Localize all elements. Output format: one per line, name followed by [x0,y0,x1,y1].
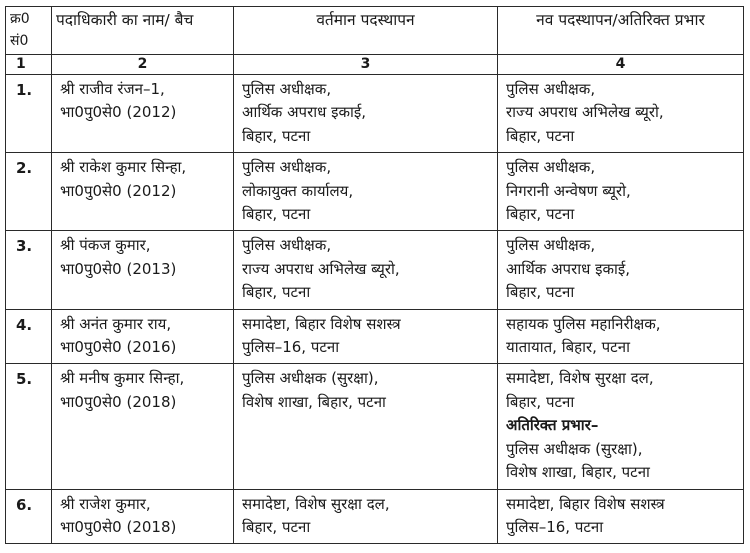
current-line: बिहार, पटना [242,205,311,224]
name-line: श्री राजेश कुमार, [60,494,151,513]
name-line: श्री पंकज कुमार, [60,236,151,255]
new-line: पुलिस अधीक्षक, [506,80,596,98]
table-row [6,75,744,153]
new-line: बिहार, पटना [506,126,575,145]
column-number: 1 [6,55,52,75]
current-line: बिहार, पटना [242,283,311,302]
current-line: समादेष्टा, विशेष सुरक्षा दल, [242,494,390,513]
serial-cell: 6. [6,489,52,544]
new-line: पुलिस–16, पटना [506,517,604,536]
current-line: समादेष्टा, बिहार विशेष सशस्त्र [242,314,401,333]
header-current-posting: वर्तमान पदस्थापन [234,7,498,55]
current-posting-cell [234,75,498,153]
name-line: श्री राकेश कुमार सिन्हा, [60,158,187,177]
name-cell [52,153,234,231]
table-row [6,364,744,489]
new-line: यातायात, बिहार, पटना [506,338,630,357]
batch-line: भा0पु0से0 (2018) [60,517,177,536]
new-posting-cell [498,231,744,309]
header-new-posting: नव पदस्थापन/अतिरिक्त प्रभार [498,7,744,55]
current-line: पुलिस–16, पटना [242,338,340,357]
serial-cell: 4. [6,309,52,364]
column-number: 4 [498,55,744,75]
new-posting-cell [498,489,744,544]
current-line: पुलिस अधीक्षक, [242,158,332,177]
name-cell [52,309,234,364]
table-row [6,153,744,231]
name-cell [52,364,234,489]
table-row [6,231,744,309]
new-posting-cell [498,309,744,364]
name-line: श्री मनीष कुमार सिन्हा, [60,369,185,388]
batch-line: भा0पु0से0 (2012) [60,181,177,200]
current-line: बिहार, पटना [242,126,311,145]
current-line: विशेष शाखा, बिहार, पटना [242,392,386,411]
current-posting-cell [234,309,498,364]
new-line: सहायक पुलिस महानिरीक्षक, [506,314,661,333]
current-line: राज्य अपराध अभिलेख ब्यूरो, [242,259,400,278]
new-line: बिहार, पटना [506,283,575,302]
table-row [6,309,744,364]
column-number: 3 [234,55,498,75]
name-cell [52,489,234,544]
new-line: निगरानी अन्वेषण ब्यूरो, [506,181,631,200]
batch-line: भा0पु0से0 (2013) [60,259,177,278]
serial-cell: 2. [6,153,52,231]
new-line: समादेष्टा, बिहार विशेष सशस्त्र [506,494,665,513]
current-line: लोकायुक्त कार्यालय, [242,181,354,200]
header-name-batch: पदाधिकारी का नाम/ बैच [52,7,234,55]
current-line: पुलिस अधीक्षक (सुरक्षा), [242,369,379,388]
current-posting-cell [234,489,498,544]
column-number-row [6,55,744,75]
current-posting-cell [234,153,498,231]
new-line: समादेष्टा, विशेष सुरक्षा दल, [506,369,654,388]
name-cell [52,75,234,153]
additional-charge-label: अतिरिक्त प्रभार– [506,416,599,435]
serial-cell: 1. [6,75,52,153]
new-line: राज्य अपराध अभिलेख ब्यूरो, [506,103,664,122]
header-serial: क्र0 सं0 [6,7,52,55]
serial-cell: 5. [6,364,52,489]
new-line: पुलिस अधीक्षक, [506,236,596,255]
new-posting-cell [498,153,744,231]
additional-charge-line: विशेष शाखा, बिहार, पटना [506,463,650,482]
current-posting-cell [234,364,498,489]
serial-cell: 3. [6,231,52,309]
name-line: श्री राजीव रंजन–1, [60,80,165,98]
name-line: श्री अनंत कुमार राय, [60,314,172,333]
new-line: आर्थिक अपराध इकाई, [506,259,630,278]
new-posting-cell [498,75,744,153]
current-line: बिहार, पटना [242,517,311,536]
header-row [6,7,744,55]
current-posting-cell [234,231,498,309]
batch-line: भा0पु0से0 (2018) [60,392,177,411]
table-row [6,489,744,544]
posting-table [5,6,744,544]
additional-charge-line: पुलिस अधीक्षक (सुरक्षा), [506,439,643,458]
current-line: पुलिस अधीक्षक, [242,236,332,255]
new-posting-cell [498,364,744,489]
current-line: पुलिस अधीक्षक, [242,80,332,98]
name-cell [52,231,234,309]
new-line: बिहार, पटना [506,205,575,224]
batch-line: भा0पु0से0 (2016) [60,338,177,357]
batch-line: भा0पु0से0 (2012) [60,103,177,122]
column-number: 2 [52,55,234,75]
new-line: बिहार, पटना [506,392,575,411]
current-line: आर्थिक अपराध इकाई, [242,103,366,122]
new-line: पुलिस अधीक्षक, [506,158,596,177]
